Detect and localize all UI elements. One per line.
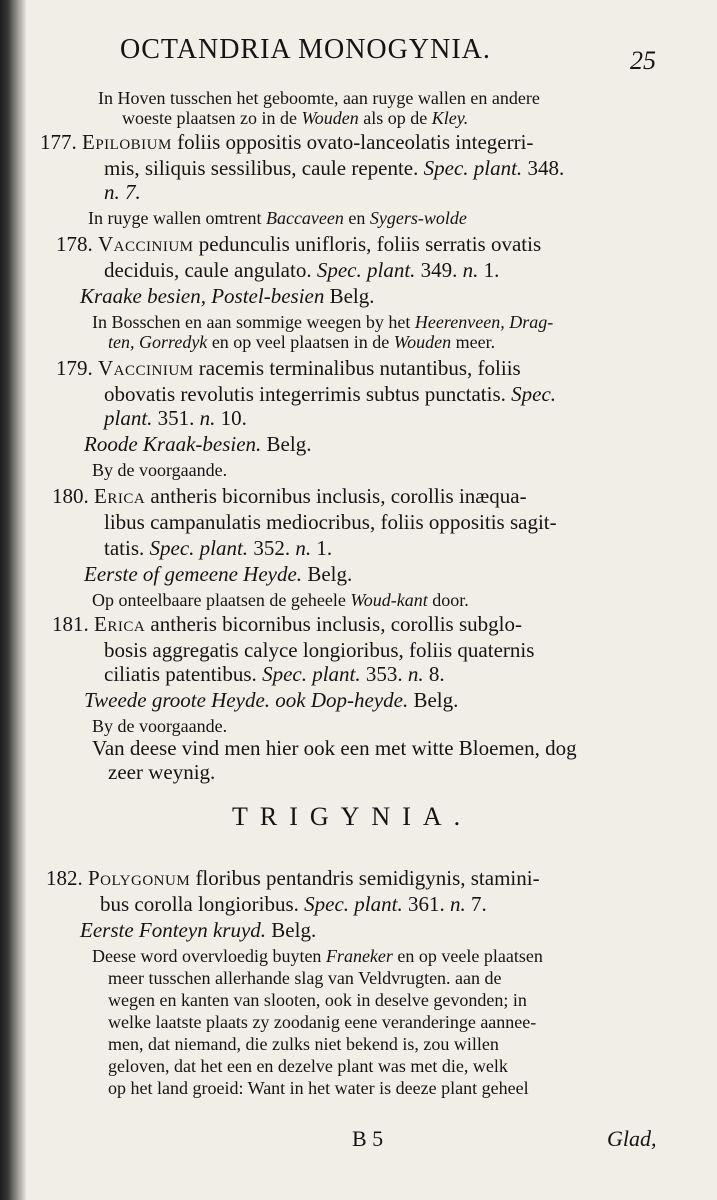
- text-segment: n.: [462, 258, 479, 282]
- text-line: [108, 1032, 499, 1056]
- text-line: [104, 156, 564, 180]
- text-segment: ten, Gorredyk: [108, 332, 208, 352]
- text-segment: Belg.: [408, 688, 459, 712]
- page-gutter-shadow: [0, 0, 26, 1200]
- text-segment: Eerste of gemeene Heyde.: [84, 562, 303, 586]
- text-segment: Spec. plant.: [149, 536, 249, 560]
- text-segment: 181.: [52, 612, 94, 636]
- text-line: [52, 484, 527, 508]
- signature-mark: B 5: [352, 1126, 384, 1151]
- text-line: [108, 330, 495, 354]
- text-segment: 348.: [522, 156, 565, 180]
- text-segment: Van deese vind men hier ook een met witte Bloemen, dog: [92, 736, 577, 760]
- text-segment: floribus pentandris semidigynis, stamini-: [190, 866, 540, 890]
- text-segment: door.: [427, 590, 469, 610]
- text-segment: Spec. plant.: [304, 892, 403, 916]
- text-segment: Spec. plant.: [316, 258, 416, 282]
- text-segment: Baccaveen: [265, 208, 344, 228]
- page-number: 25: [630, 46, 656, 75]
- text-segment: Erica: [94, 484, 146, 508]
- text-line: [92, 714, 227, 738]
- text-segment: ciliatis patentibus.: [104, 662, 263, 686]
- text-line: [104, 382, 556, 406]
- text-segment: woeste plaatsen zo in de: [122, 108, 302, 128]
- text-segment: Belg.: [324, 284, 375, 308]
- text-segment: 1.: [478, 258, 500, 282]
- text-segment: 361.: [402, 892, 450, 916]
- text-segment: antheris bicornibus inclusis, corollis subglo-: [145, 612, 522, 636]
- text-segment: By de voorgaande.: [92, 716, 228, 736]
- section-heading: TRIGYNIA.: [232, 802, 473, 831]
- text-segment: Wouden: [393, 332, 452, 352]
- text-segment: op het land groeid: Want in het water is deeze plant geheel: [108, 1078, 529, 1098]
- text-segment: 179.: [56, 356, 98, 380]
- text-segment: n. 7.: [104, 180, 141, 204]
- text-segment: n.: [295, 536, 312, 560]
- text-segment: zeer weynig.: [108, 760, 216, 784]
- text-segment: 10.: [215, 406, 247, 430]
- running-head: OCTANDRIA MONOGYNIA.: [120, 34, 491, 65]
- text-segment: 1.: [311, 536, 333, 560]
- text-segment: 177.: [40, 130, 82, 154]
- text-line: [92, 588, 469, 612]
- text-line: [92, 458, 227, 482]
- text-line: [84, 432, 311, 456]
- text-segment: wegen en kanten van slooten, ook in deselve gevonden; in: [108, 990, 527, 1010]
- text-line: [108, 1076, 529, 1100]
- text-segment: bus corolla longioribus.: [100, 892, 305, 916]
- text-segment: bosis aggregatis calyce longioribus, foliis quaternis: [104, 638, 535, 662]
- text-line: [56, 232, 541, 256]
- text-segment: Sygers-wolde: [369, 208, 467, 228]
- text-segment: Tweede groote Heyde. ook Dop-heyde.: [84, 688, 409, 712]
- text-segment: Op onteelbaare plaatsen de geheele: [92, 590, 351, 610]
- text-line: [108, 988, 527, 1012]
- text-segment: Heerenveen, Drag-: [414, 312, 554, 332]
- text-line: [100, 892, 487, 916]
- text-segment: Epilobium: [82, 130, 172, 154]
- text-line: [104, 510, 557, 534]
- text-line: [104, 536, 332, 560]
- text-segment: 178.: [56, 232, 98, 256]
- text-line: [52, 612, 522, 636]
- text-segment: In ruyge wallen omtrent: [88, 208, 266, 228]
- text-line: [84, 562, 352, 586]
- text-segment: obovatis revolutis integerrimis subtus punctatis.: [104, 382, 512, 406]
- text-segment: 351.: [152, 406, 200, 430]
- text-line: [84, 688, 458, 712]
- text-segment: Kley.: [431, 108, 469, 128]
- text-segment: Spec.: [511, 382, 557, 406]
- text-segment: men, dat niemand, die zulks niet bekend is, zou willen: [108, 1034, 499, 1054]
- text-segment: 182.: [46, 866, 88, 890]
- text-segment: meer tusschen allerhande slag van Veldvrugten. aan de: [108, 968, 502, 988]
- text-segment: n.: [199, 406, 216, 430]
- text-segment: Belg.: [261, 432, 312, 456]
- text-segment: Spec. plant.: [262, 662, 361, 686]
- text-segment: In Hoven tusschen het geboomte, aan ruyge wallen en andere: [98, 88, 540, 108]
- text-segment: By de voorgaande.: [92, 460, 228, 480]
- text-line: [88, 206, 467, 230]
- text-segment: welke laatste plaats zy zoodanig eene veranderinge aanneе-: [108, 1012, 537, 1032]
- text-segment: n.: [449, 892, 466, 916]
- text-segment: plant.: [104, 406, 153, 430]
- text-segment: en op veel plaatsen in de: [207, 332, 394, 352]
- text-line: [104, 638, 534, 662]
- text-line: [104, 406, 247, 430]
- text-line: [56, 356, 521, 380]
- text-segment: foliis oppositis ovato-lanceolatis integerri-: [171, 130, 534, 154]
- text-segment: Vaccinium: [98, 356, 194, 380]
- text-segment: 352.: [248, 536, 296, 560]
- text-line: [92, 736, 577, 760]
- text-segment: Eerste Fonteyn kruyd.: [80, 918, 267, 942]
- text-line: [104, 258, 499, 282]
- text-segment: als op de: [358, 108, 432, 128]
- text-line: [108, 1054, 508, 1078]
- text-segment: In Bosschen en aan sommige weegen by het: [92, 312, 415, 332]
- text-segment: 7.: [465, 892, 487, 916]
- text-segment: 353.: [360, 662, 408, 686]
- text-segment: Belg.: [302, 562, 353, 586]
- catchword: Glad,: [607, 1126, 657, 1151]
- text-line: [104, 180, 141, 204]
- text-segment: Vaccinium: [98, 232, 194, 256]
- text-segment: racemis terminalibus nutantibus, foliis: [193, 356, 521, 380]
- text-segment: antheris bicornibus inclusis, corollis inæqua-: [145, 484, 527, 508]
- text-segment: mis, siliquis sessilibus, caule repente.: [104, 156, 424, 180]
- text-segment: tatis.: [104, 536, 150, 560]
- text-segment: n.: [407, 662, 424, 686]
- text-segment: pedunculis unifloris, foliis serratis ovatis: [193, 232, 542, 256]
- text-segment: deciduis, caule angulato.: [104, 258, 317, 282]
- text-segment: 349.: [415, 258, 463, 282]
- text-segment: Wouden: [301, 108, 359, 128]
- text-segment: Deese word overvloedig buyten: [92, 946, 326, 966]
- text-line: [108, 966, 502, 990]
- text-line: [92, 944, 543, 968]
- text-line: [108, 760, 215, 784]
- text-segment: libus campanulatis mediocribus, foliis oppositis sagit-: [104, 510, 557, 534]
- text-segment: Erica: [94, 612, 146, 636]
- text-line: [104, 662, 445, 686]
- text-segment: en: [343, 208, 370, 228]
- text-segment: geloven, dat het een en dezelve plant was met die, welk: [108, 1056, 508, 1076]
- text-line: [40, 130, 533, 154]
- text-segment: en op veele plaatsen: [392, 946, 543, 966]
- text-segment: 8.: [423, 662, 445, 686]
- text-line: [46, 866, 540, 890]
- text-segment: Belg.: [266, 918, 317, 942]
- text-segment: Polygonum: [88, 866, 191, 890]
- text-segment: Franeker: [325, 946, 393, 966]
- text-segment: meer.: [451, 332, 496, 352]
- text-line: [80, 284, 375, 308]
- text-segment: Woud-kant: [350, 590, 428, 610]
- text-segment: Roode Kraak-besien.: [84, 432, 262, 456]
- text-line: [122, 106, 468, 130]
- text-line: [80, 918, 316, 942]
- text-segment: 180.: [52, 484, 94, 508]
- text-line: [108, 1010, 536, 1034]
- text-segment: Spec. plant.: [423, 156, 523, 180]
- text-segment: Kraake besien, Postel-besien: [80, 284, 325, 308]
